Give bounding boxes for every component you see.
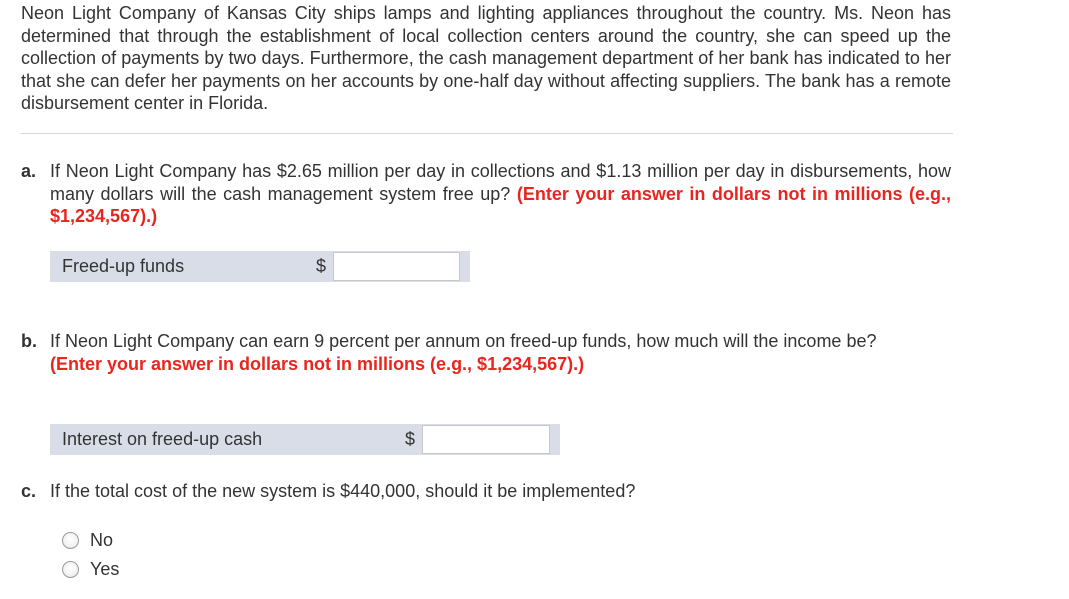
question-b-body [50,330,951,375]
option-no-label: No [90,529,114,550]
question-a-text: If Neon Light Company has $2.65 million per day in collections and $1.13 million per day in disbursements, how many dollars will the cash management system free up? [50,161,951,204]
question-a-letter: a. [21,161,37,181]
question-c-letter: c. [21,481,37,501]
option-no[interactable] [62,528,113,552]
question-b-instruction: (Enter your answer in dollars not in millions (e.g., $1,234,567).) [50,353,585,374]
interest-input[interactable] [422,425,550,454]
question-b [21,330,951,375]
radio-no[interactable] [62,532,79,549]
freed-up-funds-label: Freed-up funds [62,256,185,276]
freed-up-funds-row [50,251,470,282]
question-b-text: If Neon Light Company can earn 9 percent per annum on freed-up funds, how much will the income be? [50,331,877,351]
question-a [21,160,951,228]
problem-intro: Neon Light Company of Kansas City ships lamps and lighting appliances throughout the country. Ms. Neon has determined that through the establishment of local collection centers around the country, she can speed up the collection of payments by two days. Furthermore, the cash management department of her bank has indicated to her that she can defer her payments on her accounts by one-half day without affecting suppliers. The bank has a remote disbursement center in Florida. [21,3,951,114]
question-c-text: If the total cost of the new system is $440,000, should it be implemented? [50,481,636,501]
radio-yes[interactable] [62,561,79,578]
section-divider [21,133,953,134]
option-yes-label: Yes [90,558,120,579]
question-b-letter: b. [21,331,37,351]
question-a-instruction: (Enter your answer in dollars not in millions (e.g., $1,234,567).) [50,183,951,226]
question-c [21,480,951,503]
freed-up-funds-input[interactable] [333,252,460,281]
option-yes[interactable] [62,557,119,581]
freed-up-funds-currency: $ [316,256,327,276]
interest-currency: $ [405,429,416,449]
interest-label: Interest on freed-up cash [62,429,263,449]
question-a-body [50,160,951,228]
interest-row [50,424,560,455]
